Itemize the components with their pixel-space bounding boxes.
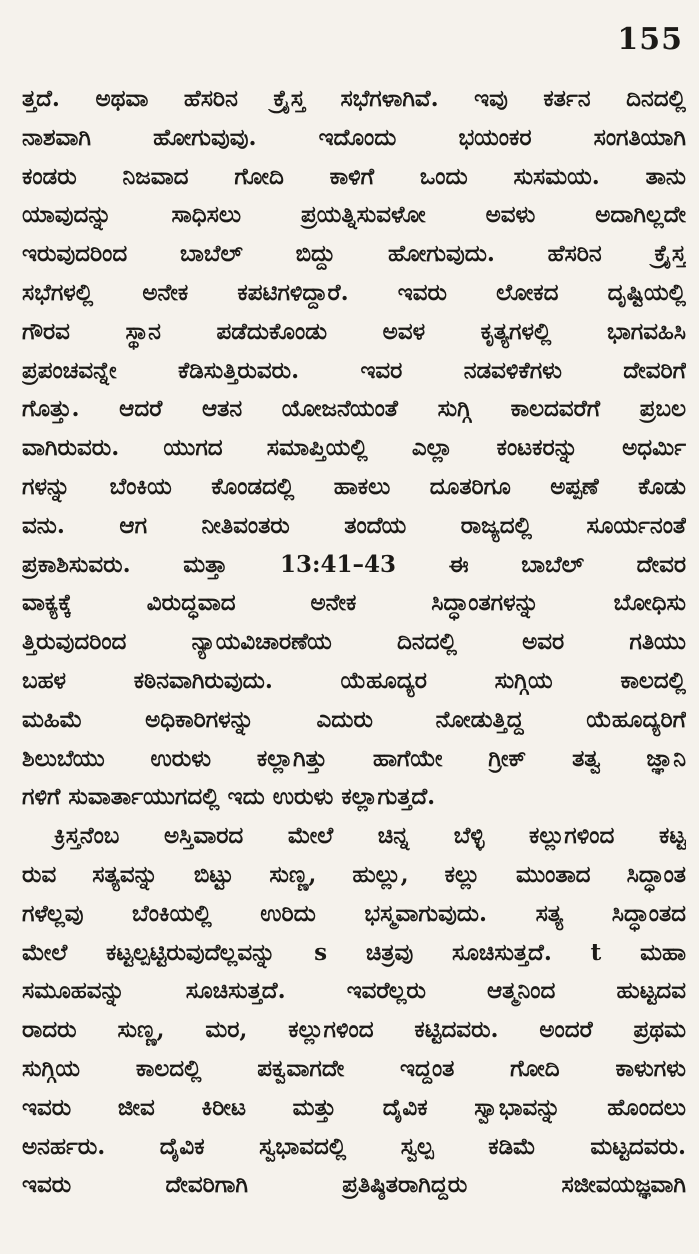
text-line: ಸುಗ್ಗಿಯ ಕಾಲದಲ್ಲಿ ಪಕ್ವವಾಗದೇ ಇದ್ದಂತ ಗೋದಿ ಕಾಳುಗಳು <box>22 1054 686 1082</box>
text-line: ಮಹಿಮೆ ಅಧಿಕಾರಿಗಳನ್ನು ಎದುರು ನೋಡುತ್ತಿದ್ದ ಯೆಹೂದ್ಯರಿಗೆ <box>22 705 686 733</box>
text-line: ವಾಕ್ಯಕ್ಕೆ ವಿರುದ್ಧವಾದ ಅನೇಕ ಸಿದ್ಧಾಂತಗಳನ್ನು ಬೋಧಿಸು <box>22 589 686 617</box>
text-line: ಇರುವುದರಿಂದ ಬಾಬೆಲ್ ಬಿದ್ದು ಹೋಗುವುದು. ಹೆಸರಿನ ಕ್ರೈಸ್ತ <box>22 240 686 268</box>
text-line: ಗೊತ್ತು. ಆದರೆ ಆತನ ಯೋಜನೆಯಂತೆ ಸುಗ್ಗಿ ಕಾಲದವರೆಗೆ ಪ್ರಬಲ <box>22 395 686 423</box>
text-line: ಇವರು ಜೀವ ಕಿರೀಟ ಮತ್ತು ದೈವಿಕ ಸ್ವಾಭಾವನ್ನು ಹೊಂದಲು <box>22 1093 686 1121</box>
text-line: ಮೇಲೆ ಕಟ್ಟಲ್ಪಟ್ಟಿರುವುದೆಲ್ಲವನ್ನು s ಚಿತ್ರವು ಸೂಚಿಸುತ್ತದೆ. t ಮಹಾ <box>22 938 686 966</box>
text-line: ಕಂಡರು ನಿಜವಾದ ಗೋದಿ ಕಾಳಿಗೆ ಒಂದು ಸುಸಮಯ. ತಾನು <box>22 162 686 190</box>
text-line: ನಾಶವಾಗಿ ಹೋಗುವುವು. ಇದೊಂದು ಭಯಂಕರ ಸಂಗತಿಯಾಗಿ <box>22 123 686 151</box>
text-line: ಪ್ರಕಾಶಿಸುವರು. ಮತ್ತಾ 13:41–43 ಈ ಬಾಬೆಲ್ ದೇವರ <box>22 550 686 578</box>
text-line: ಸಭೆಗಳಲ್ಲಿ ಅನೇಕ ಕಪಟಿಗಳಿದ್ದಾರೆ. ಇವರು ಲೋಕದ ದೃಷ್ಟಿಯಲ್ಲಿ <box>22 278 686 306</box>
paragraph-first-line: ಕ್ರಿಸ್ತನೆಂಬ ಅಸ್ತಿವಾರದ ಮೇಲೆ ಚಿನ್ನ ಬೆಳ್ಳಿ ಕಲ್ಲುಗಳಿಂದ ಕಟ್ಟ <box>54 822 686 850</box>
text-line: ರುವ ಸತ್ಯವನ್ನು ಬಿಟ್ಟು ಸುಣ್ಣ, ಹುಲ್ಲು, ಕಲ್ಲು ಮುಂತಾದ ಸಿದ್ಧಾಂತ <box>22 860 686 888</box>
text-line: ರಾದರು ಸುಣ್ಣ, ಮರ, ಕಲ್ಲುಗಳಿಂದ ಕಟ್ಟಿದವರು. ಅಂದರೆ ಪ್ರಥಮ <box>22 1016 686 1044</box>
text-line: ಇವರು ದೇವರಿಗಾಗಿ ಪ್ರತಿಷ್ಠಿತರಾಗಿದ್ದರು ಸಜೀವಯಜ್ಞವಾಗಿ <box>22 1171 686 1199</box>
text-line: ಬಹಳ ಕಠಿನವಾಗಿರುವುದು. ಯೆಹೂದ್ಯರ ಸುಗ್ಗಿಯ ಕಾಲದಲ್ಲಿ <box>22 666 686 694</box>
text-line: ಗಳೆಲ್ಲವು ಬೆಂಕಿಯಲ್ಲಿ ಉರಿದು ಭಸ್ಮವಾಗುವುದು. ಸತ್ಯ ಸಿದ್ಧಾಂತದ <box>22 899 686 927</box>
text-line: ಸಮೂಹವನ್ನು ಸೂಚಿಸುತ್ತದೆ. ಇವರೆಲ್ಲರು ಆತ್ಮನಿಂದ ಹುಟ್ಟದವ <box>22 977 686 1005</box>
paragraph-last-line: ಗಳಿಗೆ ಸುವಾರ್ತಾಯುಗದಲ್ಲಿ ಇದು ಉರುಳು ಕಲ್ಲಾಗುತ್ತದೆ. <box>22 783 436 811</box>
body-text <box>22 80 686 1205</box>
text-line: ಗೌರವ ಸ್ಥಾನ ಪಡೆದುಕೊಂಡು ಅವಳ ಕೃತ್ಯಗಳಲ್ಲಿ ಭಾಗವಹಿಸಿ <box>22 317 686 345</box>
text-line: ಶಿಲುಬೆಯು ಉರುಳು ಕಲ್ಲಾಗಿತ್ತು ಹಾಗೆಯೇ ಗ್ರೀಕ್ ತತ್ವ ಜ್ಞಾನಿ <box>22 744 686 772</box>
text-line: ಗಳನ್ನು ಬೆಂಕಿಯ ಕೊಂಡದಲ್ಲಿ ಹಾಕಲು ದೂತರಿಗೂ ಅಪ್ಪಣೆ ಕೊಡು <box>22 472 686 500</box>
page-number: 155 <box>617 22 683 57</box>
text-line: ವನು. ಆಗ ನೀತಿವಂತರು ತಂದೆಯ ರಾಜ್ಯದಲ್ಲಿ ಸೂರ್ಯನಂತೆ <box>22 511 686 539</box>
text-line: ಅನರ್ಹರು. ದೈವಿಕ ಸ್ವಭಾವದಲ್ಲಿ ಸ್ವಲ್ಪ ಕಡಿಮೆ ಮಟ್ಟದವರು. <box>22 1132 686 1160</box>
text-line: ಪ್ರಪಂಚವನ್ನೇ ಕೆಡಿಸುತ್ತಿರುವರು. ಇವರ ನಡವಳಿಕೆಗಳು ದೇವರಿಗೆ <box>22 356 686 384</box>
text-line: ತ್ತಿರುವುದರಿಂದ ನ್ಯಾಯವಿಚಾರಣೆಯ ದಿನದಲ್ಲಿ ಅವರ ಗತಿಯು <box>22 628 686 656</box>
text-line: ತ್ತದೆ. ಅಥವಾ ಹೆಸರಿನ ಕ್ರೈಸ್ತ ಸಭೆಗಳಾಗಿವೆ. ಇವು ಕರ್ತನ ದಿನದಲ್ಲಿ <box>22 85 686 112</box>
text-line: ಯಾವುದನ್ನು ಸಾಧಿಸಲು ಪ್ರಯತ್ನಿಸುವಳೋ ಅವಳು ಅದಾಗಿಲ್ಲದೇ <box>22 201 686 229</box>
text-line: ವಾಗಿರುವರು. ಯುಗದ ಸಮಾಪ್ತಿಯಲ್ಲಿ ಎಲ್ಲಾ ಕಂಟಕರನ್ನು ಅಧರ್ಮಿ <box>22 434 686 462</box>
